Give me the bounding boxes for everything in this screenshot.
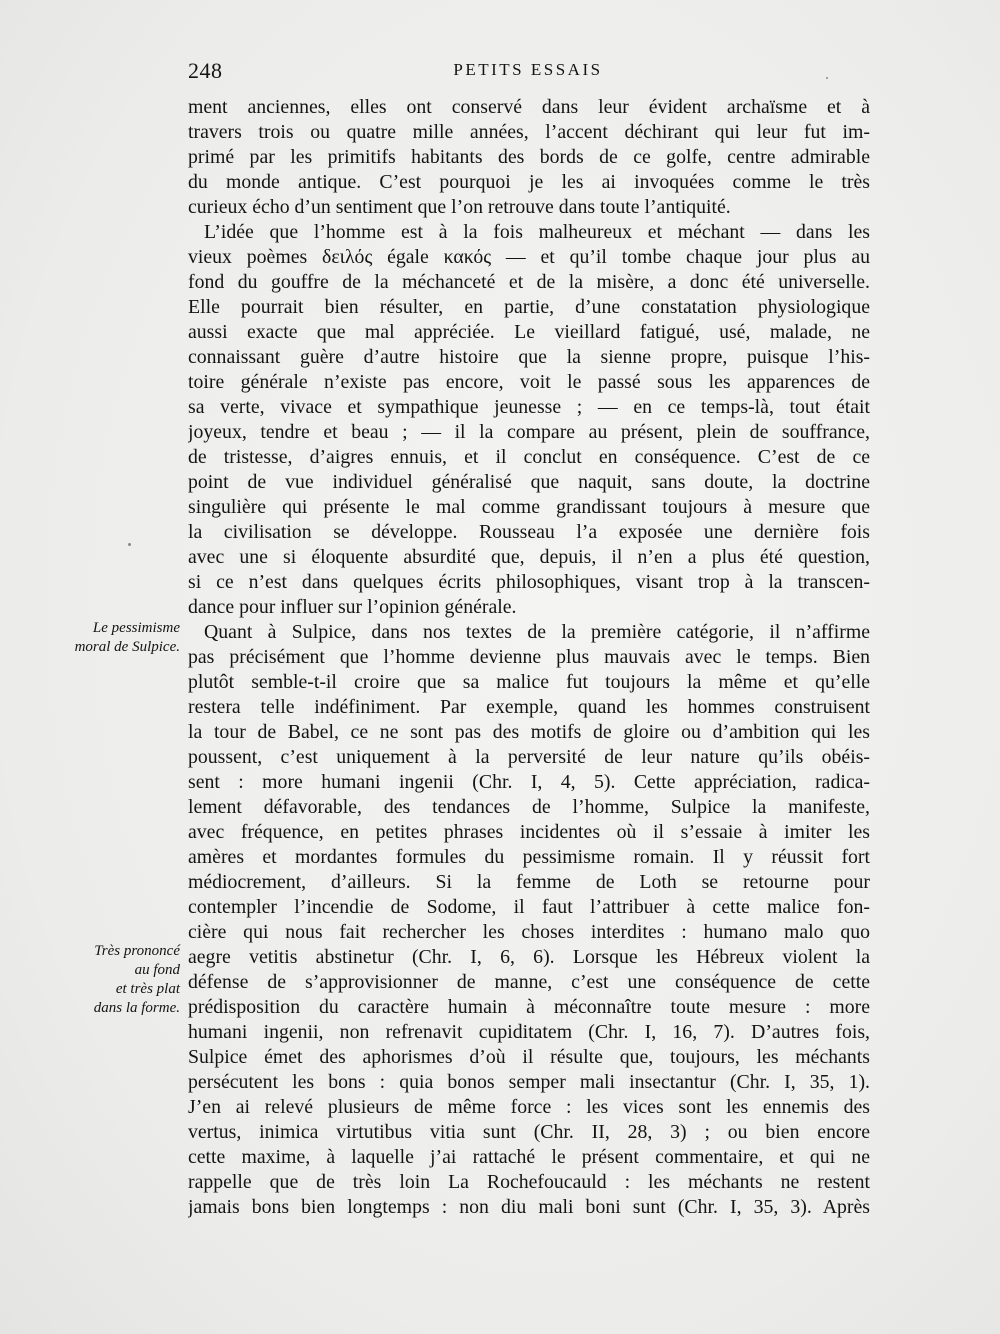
text-line: du monde antique. C’est pourquoi je les ai invoquées comme le très <box>188 171 870 193</box>
text-line: vieux poèmes δειλός égale κακός — et qu’il tombe chaque jour plus au <box>188 246 870 268</box>
text-line: rappelle que de très loin La Rochefoucauld : les méchants ne restent <box>188 1171 870 1193</box>
text-line: joyeux, tendre et beau ; — il la compare au présent, plein de souffrance, <box>188 421 870 443</box>
text-line: travers trois ou quatre mille années, l’accent déchirant qui leur fut im- <box>188 121 870 143</box>
text-line: poussent, c’est uniquement à la perversité de leur nature qu’ils obéis- <box>188 746 870 768</box>
text-line: de tristesse, d’aigres ennuis, et il conclut en conséquence. C’est de ce <box>188 446 870 468</box>
text-line: Quant à Sulpice, dans nos textes de la première catégorie, il n’affirme <box>204 621 870 643</box>
text-line: cière qui nous fait rechercher les choses interdites : humano malo quo <box>188 921 870 943</box>
text-line: J’en ai relevé plusieurs de même force : les vices sont les ennemis des <box>188 1096 870 1118</box>
body-text <box>188 95 870 1220</box>
margin-note-line: et très plat <box>115 981 180 997</box>
text-line: pas précisément que l’homme devienne plus mauvais avec le temps. Bien <box>188 646 870 668</box>
text-line: avec fréquence, en petites phrases incidentes où il s’essaie à imiter les <box>188 821 870 843</box>
margin-note-line: au fond <box>134 962 180 978</box>
running-title: PETITS ESSAIS <box>453 60 603 79</box>
text-line: sa verte, vivace et sympathique jeunesse ; — en ce temps-là, tout était <box>188 396 870 418</box>
margin-note-pessimisme <box>40 619 180 657</box>
text-line: médiocrement, d’ailleurs. Si la femme de Loth se retourne pour <box>188 871 870 893</box>
text-line: sent : more humani ingenii (Chr. I, 4, 5). Cette appréciation, radica- <box>188 771 870 793</box>
text-line: primé par les primitifs habitants des bords de ce golfe, centre admirable <box>188 146 870 168</box>
text-line: fond du gouffre de la méchanceté et de la misère, a donc été universelle. <box>188 271 870 293</box>
text-line: Elle pourrait bien résulter, en partie, d’une constatation physiologique <box>188 296 870 318</box>
text-line: contempler l’incendie de Sodome, il faut l’attribuer à cette malice fon- <box>188 896 870 918</box>
text-line: Sulpice émet des aphorismes d’où il résulte que, toujours, les méchants <box>188 1046 870 1068</box>
margin-note-tres-prononce <box>40 942 180 1018</box>
text-line: aegre vetitis abstinetur (Chr. I, 6, 6). Lorsque les Hébreux violent la <box>188 946 870 968</box>
text-line: plutôt semble-t-il croire que sa malice fut toujours la même et qu’elle <box>188 671 870 693</box>
text-line: humani ingenii, non refrenavit cupiditatem (Chr. I, 16, 7). D’autres fois, <box>188 1021 870 1043</box>
text-line: persécutent les bons : quia bonos semper mali insectantur (Chr. I, 35, 1). <box>188 1071 870 1093</box>
text-line: singulière qui présente le mal comme grandissant toujours à mesure que <box>188 496 870 518</box>
text-line: si ce n’est dans quelques écrits philosophiques, visant trop à la transcen- <box>188 571 870 593</box>
text-line: vertus, inimica virtutibus vitia sunt (Chr. II, 28, 3) ; ou bien encore <box>188 1121 870 1143</box>
text-line: la tour de Babel, ce ne sont pas des motifs de gloire ou d’ambition qui les <box>188 721 870 743</box>
margin-note-line: Le pessimisme <box>92 620 180 636</box>
text-line: prédisposition du caractère humain à méconnaître toute mesure : more <box>188 996 870 1018</box>
text-line: restera telle indéfiniment. Par exemple, quand les hommes construisent <box>188 696 870 718</box>
text-line: point de vue individuel généralisé que naquit, sans doute, la doctrine <box>188 471 870 493</box>
text-line: amères et mordantes formules du pessimisme romain. Il y réussit fort <box>188 846 870 868</box>
text-line: aussi exacte que mal appréciée. Le vieillard fatigué, usé, malade, ne <box>188 321 870 343</box>
text-line: toire générale n’existe pas encore, voit le passé sous les apparences de <box>188 371 870 393</box>
text-line: cette maxime, à laquelle j’ai rattaché le présent commentaire, et qui ne <box>188 1146 870 1168</box>
margin-note-line: moral de Sulpice. <box>74 639 180 655</box>
paper-speck <box>128 543 131 546</box>
text-line: connaissant guère d’autre histoire que la sienne propre, puisque l’his- <box>188 346 870 368</box>
paper-speck <box>826 77 828 79</box>
text-line: ment anciennes, elles ont conservé dans leur évident archaïsme et à <box>188 96 870 118</box>
page-number: 248 <box>188 58 223 83</box>
text-line: curieux écho d’un sentiment que l’on retrouve dans toute l’antiquité. <box>188 196 731 218</box>
page-header <box>188 58 868 88</box>
text-line: lement défavorable, des tendances de l’homme, Sulpice la manifeste, <box>188 796 870 818</box>
text-line: jamais bons bien longtemps : non diu mali boni sunt (Chr. I, 35, 3). Après <box>188 1196 870 1218</box>
margin-note-line: dans la forme. <box>93 1000 180 1016</box>
text-line: défense de s’approvisionner de manne, c’est une conséquence de cette <box>188 971 870 993</box>
text-line: L’idée que l’homme est à la fois malheureux et méchant — dans les <box>204 221 870 243</box>
text-line: dance pour influer sur l’opinion générale. <box>188 596 517 618</box>
text-line: avec une si éloquente absurdité que, depuis, il n’en a plus été question, <box>188 546 870 568</box>
text-line: la civilisation se développe. Rousseau l’a exposée une dernière fois <box>188 521 870 543</box>
margin-note-line: Très prononcé <box>94 943 180 959</box>
